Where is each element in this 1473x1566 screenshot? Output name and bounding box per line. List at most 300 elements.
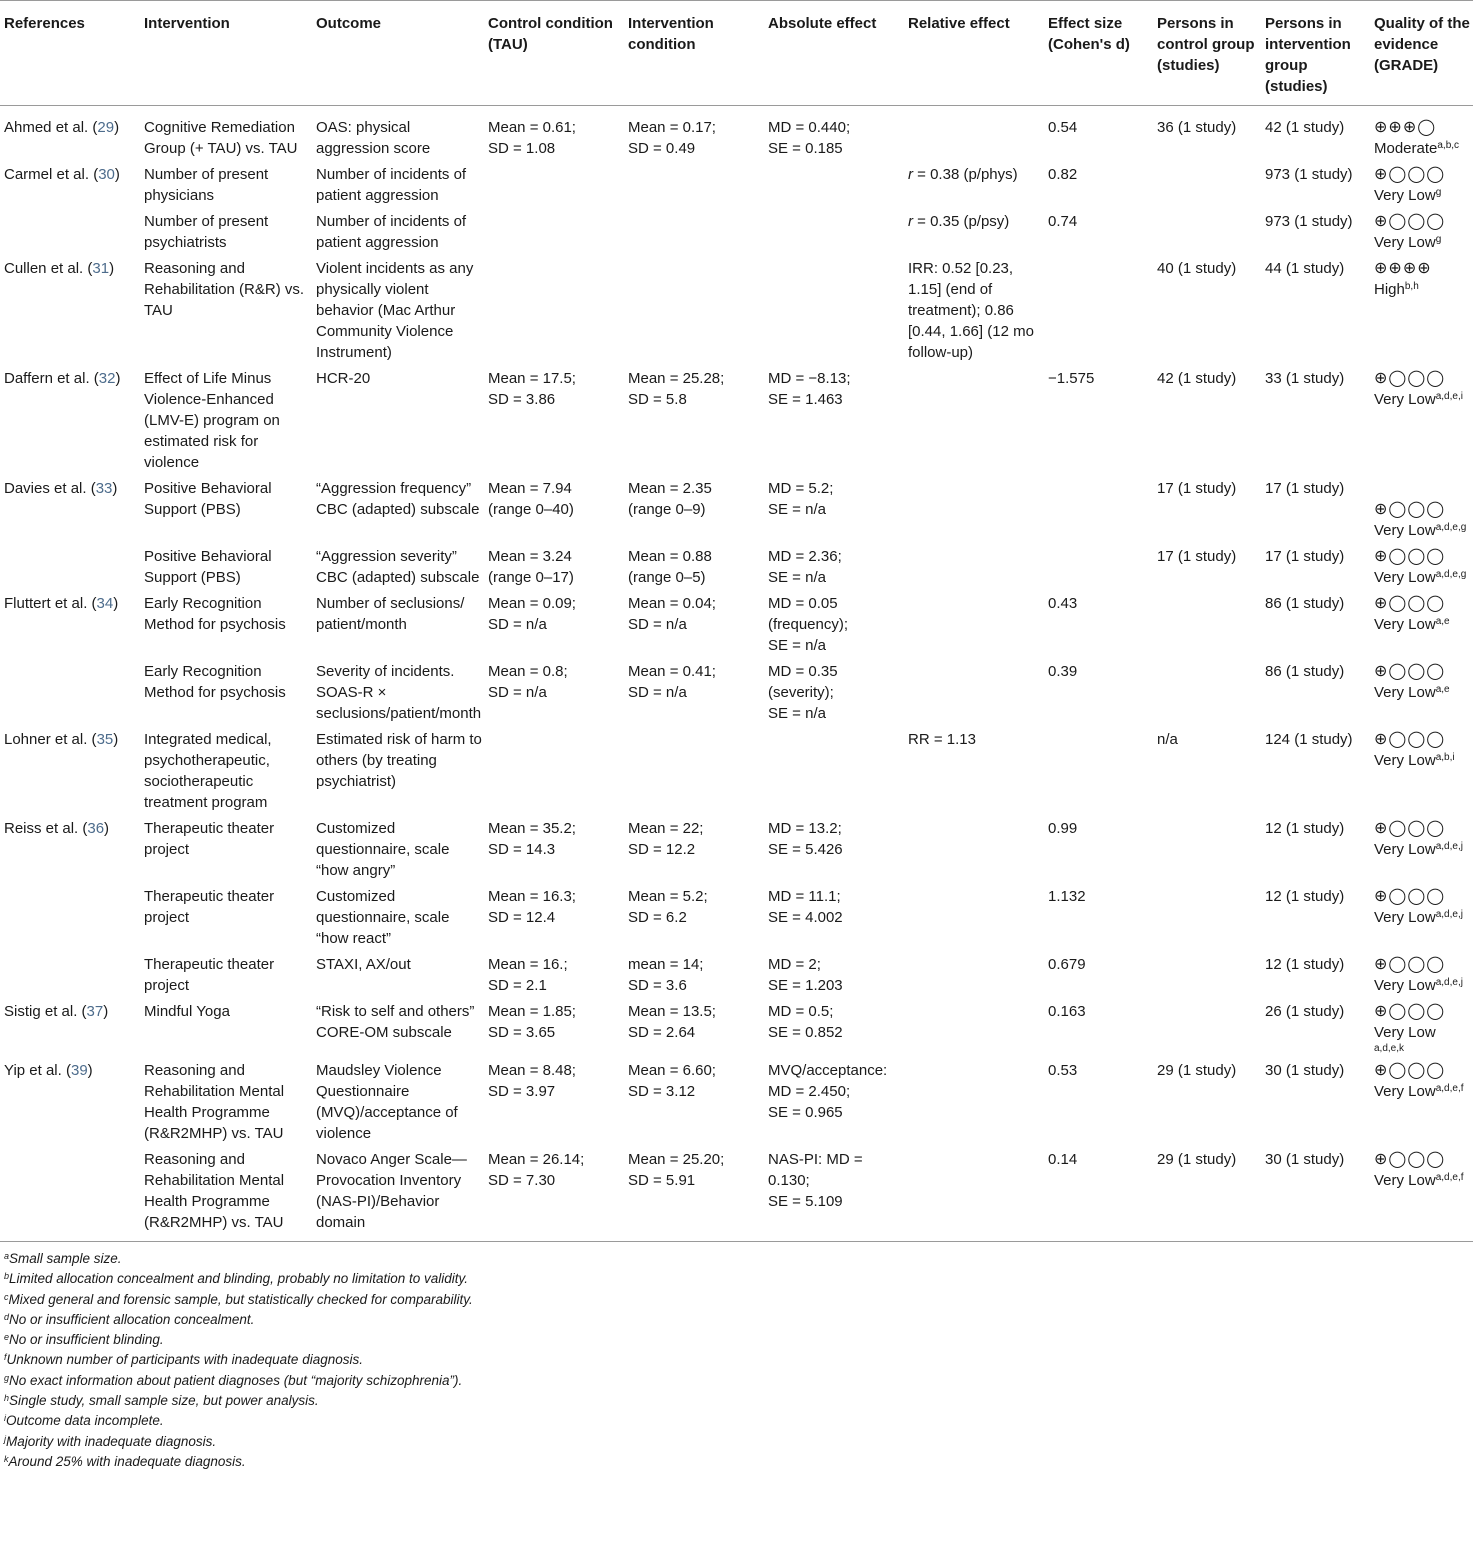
cell-control-condition: Mean = 17.5; SD = 3.86 [488,370,576,408]
cell-intervention: Reasoning and Rehabilitation Mental Health Programme (R&R2MHP) vs. TAU [144,1062,285,1142]
cell-intervention: Reasoning and Rehabilitation (R&R) vs. TAU [144,260,305,319]
cell-outcome: OAS: physical aggression score [316,119,431,157]
reference-link[interactable]: 29 [97,119,115,136]
cell-absolute-effect: MD = 13.2; SE = 5.426 [768,820,843,858]
cell-effect-size: 0.99 [1048,820,1078,837]
cell-outcome: Number of incidents of patient aggression [316,213,467,251]
cell-outcome: “Aggression severity” CBC (adapted) subscale [316,548,480,586]
grade-label-wrap [1374,682,1471,703]
grade-label: Moderate [1374,140,1438,157]
footnote-item [4,1249,1473,1269]
cell-reference [0,881,140,949]
cell-intervention: Early Recognition Method for psychosis [144,663,286,701]
cell-persons-control: 36 (1 study) [1157,119,1237,136]
cell-outcome: Customized questionnaire, scale “how react” [316,888,450,947]
cell-control-condition: Mean = 0.61; SD = 1.08 [488,119,576,157]
header-quality: Quality of the evidence (GRADE) [1370,1,1473,106]
reference-link[interactable]: 34 [96,595,114,612]
footnote-text: No or insufficient allocation concealment. [9,1311,255,1327]
grade-label: High [1374,281,1405,298]
footnote-mark: b [4,1271,10,1282]
grade-footnote-marks: g [1435,187,1442,198]
cell-intervention: Cognitive Remediation Group (+ TAU) vs. TAU [144,119,298,157]
reference-author: Lohner et al. ( [4,731,97,748]
relative-effect-symbol: r [908,213,913,230]
reference-author: Davies et al. ( [4,480,96,497]
reference-close: ) [115,370,121,387]
cell-persons-control [1153,949,1261,996]
grade-footnote-marks: g [1435,234,1442,245]
table-row [0,724,1473,813]
grade-label-wrap [1374,232,1471,253]
reference-author: Fluttert et al. ( [4,595,97,612]
cell-persons-intervention: 86 (1 study) [1265,663,1345,680]
cell-persons-intervention: 12 (1 study) [1265,888,1345,905]
grade-footnote-marks: a,d,e,f [1435,1083,1464,1094]
cell-relative-effect [904,253,1044,363]
cell-absolute-effect: MD = 0.440; SE = 0.185 [768,119,851,157]
grade-footnote-marks: a,d,e,j [1435,977,1463,988]
cell-intervention: Number of present physicians [144,166,269,204]
cell-relative-effect [904,724,1044,813]
header-absolute-effect: Absolute effect [764,1,904,106]
cell-control-condition: Mean = 0.09; SD = n/a [488,595,576,633]
grade-label: Very Low [1374,684,1436,701]
cell-effect-size: 0.14 [1044,1144,1153,1242]
grade-rating-icon: ⊕◯◯◯ [1374,501,1446,518]
cell-persons-control [1153,881,1261,949]
cell-control-condition [484,253,624,363]
cell-control-condition: Mean = 7.94 (range 0–40) [488,480,574,518]
cell-absolute-effect: NAS-PI: MD = 0.130; SE = 5.109 [764,1144,904,1242]
cell-reference [0,656,140,724]
cell-intervention-condition: Mean = 2.35 (range 0–9) [628,480,712,518]
footnote-mark: d [4,1311,10,1322]
grade-rating-icon: ⊕◯◯◯ [1374,1003,1446,1020]
table-row [0,541,1473,588]
cell-intervention: Early Recognition Method for psychosis [144,595,286,633]
cell-effect-size: 0.74 [1048,213,1078,230]
cell-reference [0,363,140,473]
header-control-condition: Control condition (TAU) [484,1,624,106]
footnote-mark: i [4,1413,6,1424]
grade-rating-icon: ⊕⊕⊕◯ [1374,119,1437,136]
cell-intervention-condition: Mean = 6.60; SD = 3.12 [628,1062,716,1100]
reference-link[interactable]: 39 [70,1062,88,1079]
cell-intervention: Effect of Life Minus Violence-Enhanced (LMV-E) program on estimated risk for violence [144,370,280,471]
table-row [0,656,1473,724]
table-row [0,206,1473,253]
grade-footnote-marks: a,d,e,j [1435,909,1463,920]
reference-link[interactable]: 32 [98,370,116,387]
footnote-mark: j [4,1433,6,1444]
cell-absolute-effect [764,724,904,813]
header-intervention: Intervention [140,1,312,106]
table-row [0,1055,1473,1144]
cell-control-condition [484,159,624,206]
grade-label-wrap [1374,520,1471,541]
reference-author: Daffern et al. ( [4,370,99,387]
cell-absolute-effect [764,159,904,206]
cell-quality-grade [1370,1055,1473,1144]
cell-outcome: “Risk to self and others” CORE-OM subscale [316,1003,475,1041]
cell-absolute-effect: MD = 2.36; SE = n/a [768,548,842,586]
header-persons-intervention: Persons in intervention group (studies) [1261,1,1370,106]
reference-link[interactable]: 33 [95,480,113,497]
reference-author: Yip et al. ( [4,1062,71,1079]
cell-intervention-condition: Mean = 22; SD = 12.2 [628,820,704,858]
cell-quality-grade [1370,159,1473,206]
cell-persons-intervention: 86 (1 study) [1265,595,1345,612]
cell-outcome: Estimated risk of harm to others (by treating psychiatrist) [316,731,482,790]
table-footnotes [0,1242,1473,1472]
cell-absolute-effect: MD = 5.2; SE = n/a [768,480,834,518]
cell-persons-control: 40 (1 study) [1157,260,1237,277]
cell-absolute-effect [764,253,904,363]
cell-persons-intervention: 973 (1 study) [1265,213,1353,230]
table-row [0,813,1473,881]
cell-quality-grade [1370,996,1473,1055]
cell-intervention-condition: Mean = 0.88 (range 0–5) [628,548,712,586]
cell-quality-grade [1370,1144,1473,1242]
cell-intervention: Number of present psychiatrists [144,213,269,251]
grade-label: Very Low [1374,841,1436,858]
cell-reference [0,724,140,813]
cell-persons-intervention: 973 (1 study) [1265,166,1353,183]
cell-intervention: Positive Behavioral Support (PBS) [144,480,272,518]
footnote-mark: f [4,1352,7,1363]
grade-footnote-marks: a,e [1435,616,1450,627]
header-persons-control: Persons in control group (studies) [1153,1,1261,106]
footnote-item [4,1371,1473,1391]
cell-persons-intervention: 30 (1 study) [1261,1144,1370,1242]
cell-intervention-condition: Mean = 0.41; SD = n/a [628,663,716,701]
grade-rating-icon: ⊕◯◯◯ [1374,370,1446,387]
reference-link[interactable]: 37 [86,1003,104,1020]
cell-quality-grade [1370,363,1473,473]
footnote-text: Outcome data incomplete. [6,1413,164,1429]
cell-effect-size: −1.575 [1048,370,1095,387]
cell-quality-grade [1370,473,1473,541]
cell-effect-size: 0.679 [1048,956,1086,973]
grade-footnote-marks: a,d,e,j [1435,841,1463,852]
cell-persons-control: 17 (1 study) [1157,548,1237,565]
footnote-item [4,1432,1473,1452]
grade-label: Very Low [1374,909,1436,926]
cell-control-condition: Mean = 8.48; SD = 3.97 [488,1062,576,1100]
grade-label: Very Low [1374,616,1436,633]
cell-effect-size [1044,473,1153,541]
reference-close: ) [112,480,118,497]
cell-effect-size: 0.43 [1048,595,1078,612]
grade-label-wrap [1374,1081,1471,1102]
grade-label-wrap [1374,389,1471,410]
grade-rating-icon: ⊕◯◯◯ [1374,595,1446,612]
cell-relative-effect [904,813,1044,881]
cell-reference [0,813,140,881]
cell-effect-size [1044,724,1153,813]
cell-persons-control [1153,206,1261,253]
cell-intervention-condition [624,206,764,253]
grade-rating-icon: ⊕◯◯◯ [1374,663,1446,680]
cell-relative-effect [904,949,1044,996]
reference-link[interactable]: 35 [96,731,114,748]
grade-footnote-marks: b,h [1404,281,1419,292]
table-row [0,1144,1473,1242]
cell-reference [0,996,140,1055]
cell-intervention-condition: Mean = 13.5; SD = 2.64 [628,1003,716,1041]
grade-label-wrap [1374,567,1471,588]
cell-control-condition: Mean = 1.85; SD = 3.65 [488,1003,576,1041]
cell-persons-control: 42 (1 study) [1157,370,1237,387]
cell-reference [0,159,140,206]
cell-control-condition: Mean = 16.; SD = 2.1 [488,956,568,994]
grade-label-wrap [1374,1170,1471,1191]
table-row [0,106,1473,160]
cell-intervention-condition [624,253,764,363]
cell-intervention: Positive Behavioral Support (PBS) [144,548,272,586]
cell-relative-effect [904,1144,1044,1242]
cell-control-condition: Mean = 0.8; SD = n/a [488,663,568,701]
grade-rating-icon: ⊕⊕⊕⊕ [1374,260,1432,277]
cell-absolute-effect: MD = 11.1; SE = 4.002 [768,888,843,926]
table-row [0,881,1473,949]
cell-reference [0,949,140,996]
cell-relative-effect [904,473,1044,541]
reference-close: ) [114,166,120,183]
cell-absolute-effect: MD = 0.5; SE = 0.852 [768,1003,843,1041]
footnote-item [4,1452,1473,1472]
cell-quality-grade [1370,588,1473,656]
grade-rating-icon: ⊕◯◯◯ [1374,213,1446,230]
cell-quality-grade [1370,541,1473,588]
reference-link[interactable]: 36 [87,820,105,837]
cell-persons-intervention: 26 (1 study) [1265,1003,1345,1020]
grade-rating-icon: ⊕◯◯◯ [1374,888,1446,905]
grade-label-wrap [1374,839,1471,860]
cell-intervention-condition: mean = 14; SD = 3.6 [628,956,704,994]
grade-label: Very Low [1374,1083,1436,1100]
grade-footnote-marks: a,b,i [1435,752,1455,763]
grade-footnote-marks: a,e [1435,684,1450,695]
reference-author: Sistig et al. ( [4,1003,87,1020]
cell-intervention: Integrated medical, psychotherapeutic, sociotherapeutic treatment program [144,731,272,811]
reference-close: ) [113,595,119,612]
cell-relative-effect [904,656,1044,724]
footnote-item [4,1350,1473,1370]
grade-label: Very Low [1374,522,1436,539]
reference-close: ) [103,1003,109,1020]
grade-label: Very Low [1374,1024,1436,1041]
cell-persons-intervention: 12 (1 study) [1265,820,1345,837]
table-row [0,473,1473,541]
cell-control-condition: Mean = 3.24 (range 0–17) [488,548,574,586]
cell-effect-size: 0.53 [1048,1062,1078,1079]
grade-label-wrap [1374,279,1471,300]
footnote-item [4,1330,1473,1350]
cell-intervention-condition: Mean = 25.28; SD = 5.8 [628,370,725,408]
cell-outcome: Maudsley Violence Questionnaire (MVQ)/acceptance of violence [316,1062,458,1142]
cell-outcome: Number of incidents of patient aggression [316,166,467,204]
cell-intervention: Mindful Yoga [144,1003,230,1020]
cell-reference [0,206,140,253]
cell-control-condition: Mean = 26.14; SD = 7.30 [484,1144,624,1242]
header-relative-effect: Relative effect [904,1,1044,106]
grade-footnote-marks: a,d,e,f [1435,1172,1464,1183]
cell-outcome: Severity of incidents. SOAS-R × seclusions/patient/month [316,663,482,722]
reference-author: Reiss et al. ( [4,820,88,837]
cell-effect-size: 1.132 [1048,888,1086,905]
cell-absolute-effect [764,206,904,253]
grade-label: Very Low [1374,187,1436,204]
footnote-text: No exact information about patient diagnoses (but “majority schizophrenia”). [9,1372,463,1388]
cell-relative-effect [904,206,1044,253]
cell-effect-size: 0.82 [1048,166,1078,183]
cell-intervention-condition [624,724,764,813]
cell-relative-effect [904,106,1044,160]
cell-persons-control [1153,656,1261,724]
footnote-text: No or insufficient blinding. [9,1332,164,1348]
cell-persons-control [1153,159,1261,206]
table-body [0,106,1473,1242]
header-intervention-condition: Intervention condition [624,1,764,106]
grade-rating-icon: ⊕◯◯◯ [1374,166,1446,183]
cell-persons-control [1153,813,1261,881]
cell-reference [0,588,140,656]
grade-label: Very Low [1374,234,1436,251]
grade-rating-icon: ⊕◯◯◯ [1374,731,1446,748]
reference-link[interactable]: 31 [92,260,110,277]
cell-persons-control: n/a [1157,731,1178,748]
cell-quality-grade [1370,206,1473,253]
cell-relative-effect [904,996,1044,1055]
relative-effect-value: RR = 1.13 [908,731,976,748]
footnote-text: Limited allocation concealment and blinding, probably no limitation to validity. [9,1271,469,1287]
grade-label-wrap [1374,1022,1471,1055]
cell-effect-size: 0.54 [1048,119,1078,136]
grade-label-wrap [1374,138,1471,159]
grade-footnote-marks: a,d,e,g [1435,569,1467,580]
grade-footnote-marks: a,b,c [1437,140,1460,151]
reference-close: ) [87,1062,93,1079]
cell-quality-grade [1370,724,1473,813]
reference-author: Carmel et al. ( [4,166,99,183]
grade-label-wrap [1374,750,1471,771]
cell-control-condition: Mean = 35.2; SD = 14.3 [488,820,576,858]
cell-persons-intervention: 12 (1 study) [1265,956,1345,973]
grade-label: Very Low [1374,391,1436,408]
relative-effect-value: = 0.35 (p/psy) [913,213,1010,230]
reference-close: ) [114,119,120,136]
grade-label: Very Low [1374,977,1436,994]
cell-control-condition: Mean = 16.3; SD = 12.4 [488,888,576,926]
grade-rating-icon: ⊕◯◯◯ [1374,548,1446,565]
cell-effect-size: 0.39 [1048,663,1078,680]
footnote-text: Unknown number of participants with inadequate diagnosis. [6,1352,363,1368]
cell-intervention: Therapeutic theater project [144,956,275,994]
cell-outcome: “Aggression frequency” CBC (adapted) subscale [316,480,480,518]
header-effect-size: Effect size (Cohen's d) [1044,1,1153,106]
cell-reference [0,1144,140,1242]
grade-label: Very Low [1374,1172,1436,1189]
grade-footnote-marks: a,d,e,k [1374,1043,1405,1054]
grade-label-wrap [1374,185,1471,206]
cell-outcome: Customized questionnaire, scale “how angry” [316,820,450,879]
cell-persons-intervention: 17 (1 study) [1265,548,1345,565]
cell-persons-intervention: 42 (1 study) [1265,119,1345,136]
footnote-mark: g [4,1372,10,1383]
cell-quality-grade [1370,949,1473,996]
cell-reference [0,1055,140,1144]
cell-persons-control [1153,588,1261,656]
cell-outcome: Number of seclusions/ patient/month [316,595,465,633]
cell-intervention-condition: Mean = 0.04; SD = n/a [628,595,716,633]
cell-effect-size [1044,253,1153,363]
reference-close: ) [113,731,119,748]
cell-absolute-effect: MD = −8.13; SE = 1.463 [768,370,851,408]
footnote-mark: h [4,1393,10,1404]
cell-control-condition [484,724,624,813]
cell-intervention: Therapeutic theater project [144,820,275,858]
cell-persons-intervention: 33 (1 study) [1265,370,1345,387]
cell-absolute-effect: MD = 0.05 (frequency); SE = n/a [768,595,849,654]
cell-quality-grade [1370,656,1473,724]
cell-persons-intervention: 44 (1 study) [1265,260,1345,277]
cell-persons-intervention: 17 (1 study) [1265,480,1345,497]
reference-author: Ahmed et al. ( [4,119,98,136]
table-row [0,996,1473,1055]
cell-outcome: HCR-20 [316,370,371,387]
footnote-text: Single study, small sample size, but power analysis. [9,1393,319,1409]
grade-rating-icon: ⊕◯◯◯ [1374,1151,1446,1168]
reference-link[interactable]: 30 [98,166,115,183]
cell-control-condition [484,206,624,253]
cell-quality-grade [1370,881,1473,949]
grade-footnote-marks: a,d,e,i [1435,391,1463,402]
reference-close: ) [104,820,110,837]
footnote-mark: k [4,1453,9,1464]
footnote-item [4,1391,1473,1411]
cell-intervention-condition: Mean = 5.2; SD = 6.2 [628,888,708,926]
cell-quality-grade [1370,106,1473,160]
relative-effect-value: IRR: 0.52 [0.23, 1.15] (end of treatment); 0.86 [0.44, 1.66] (12 mo follow-up) [908,260,1034,361]
cell-persons-intervention: 30 (1 study) [1265,1062,1345,1079]
cell-relative-effect [904,1055,1044,1144]
cell-relative-effect [904,159,1044,206]
relative-effect-symbol: r [908,166,913,183]
grade-rating-icon: ⊕◯◯◯ [1374,1062,1446,1079]
cell-outcome: Novaco Anger Scale—Provocation Inventory (NAS-PI)/Behavior domain [312,1144,484,1242]
footnote-mark: c [4,1291,9,1302]
cell-persons-control: 29 (1 study) [1157,1062,1237,1079]
cell-absolute-effect: MD = 0.35 (severity); SE = n/a [768,663,838,722]
cell-intervention-condition: Mean = 25.20; SD = 5.91 [624,1144,764,1242]
cell-effect-size [1044,541,1153,588]
cell-intervention: Therapeutic theater project [144,888,275,926]
grade-label: Very Low [1374,569,1436,586]
grade-label-wrap [1374,975,1471,996]
cell-persons-control: 17 (1 study) [1157,480,1237,497]
cell-absolute-effect: MVQ/acceptance: MD = 2.450; SE = 0.965 [768,1062,888,1121]
cell-persons-control [1153,996,1261,1055]
grade-footnote-marks: a,d,e,g [1435,522,1467,533]
cell-intervention: Reasoning and Rehabilitation Mental Health Programme (R&R2MHP) vs. TAU [140,1144,312,1242]
cell-outcome: Violent incidents as any physically violent behavior (Mac Arthur Community Violence Instrument) [316,260,474,361]
footnote-mark: e [4,1332,10,1343]
cell-relative-effect [904,541,1044,588]
header-outcome: Outcome [312,1,484,106]
table-row [0,253,1473,363]
